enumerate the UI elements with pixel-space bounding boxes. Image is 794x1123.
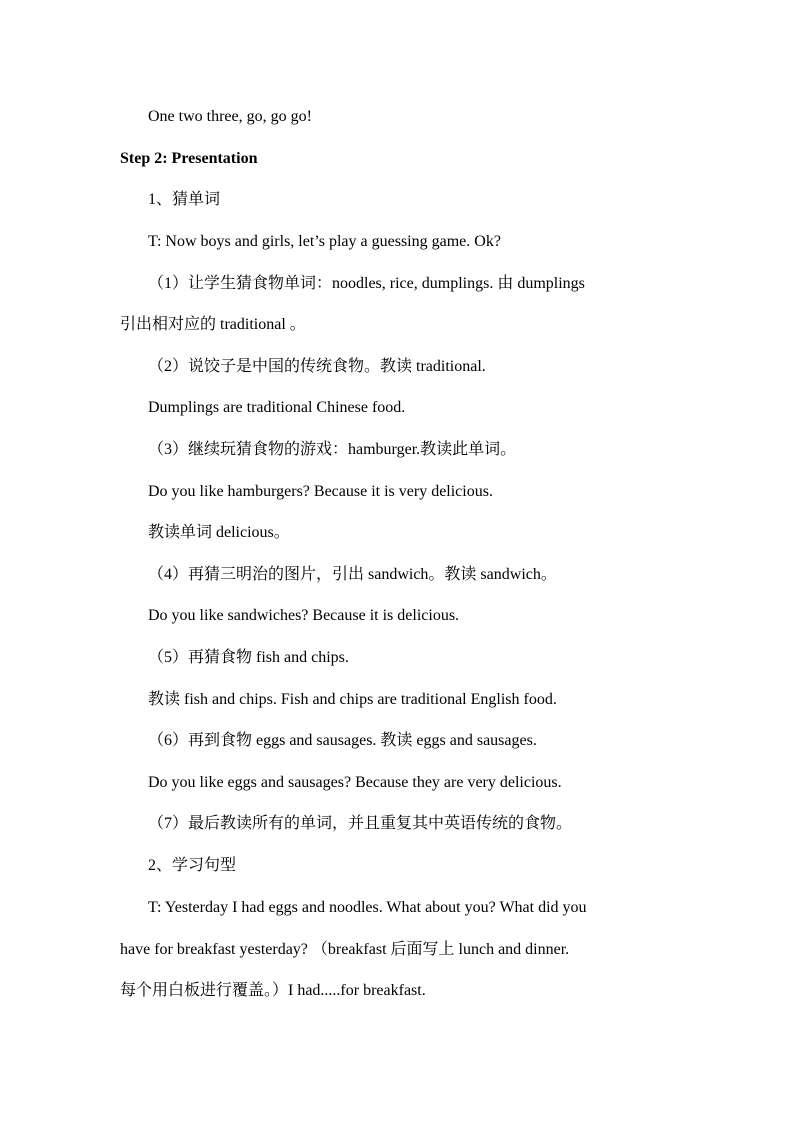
subsection-heading: 2、学习句型: [148, 857, 237, 874]
paragraph-line: 教读单词 delicious。: [148, 524, 290, 541]
paragraph-line: Do you like eggs and sausages? Because they are very delicious.: [148, 774, 562, 791]
subsection-heading: 1、猜单词: [148, 191, 221, 208]
paragraph-line: Dumplings are traditional Chinese food.: [148, 399, 406, 416]
paragraph-line: （6）再到食物 eggs and sausages. 教读 eggs and sausages.: [148, 732, 537, 749]
paragraph-line: （1）让学生猜食物单词：noodles, rice, dumplings. 由 dumplings: [148, 275, 585, 292]
paragraph-line: （4）再猜三明治的图片，引出 sandwich。教读 sandwich。: [148, 566, 557, 583]
paragraph-line: （2）说饺子是中国的传统食物。教读 traditional.: [148, 358, 486, 375]
paragraph-line: 教读 fish and chips. Fish and chips are traditional English food.: [148, 691, 557, 708]
section-heading: Step 2: Presentation: [120, 150, 258, 167]
paragraph-line: Do you like hamburgers? Because it is very delicious.: [148, 483, 493, 500]
paragraph-line: （3）继续玩猜食物的游戏：hamburger.教读此单词。: [148, 441, 517, 458]
paragraph-line: T: Yesterday I had eggs and noodles. What about you? What did you: [148, 899, 587, 916]
paragraph-line: Do you like sandwiches? Because it is delicious.: [148, 607, 460, 624]
paragraph-line: 引出相对应的 traditional 。: [120, 316, 306, 333]
paragraph-line: 每个用白板进行覆盖。）I had.....for breakfast.: [120, 982, 426, 999]
paragraph-line: （5）再猜食物 fish and chips.: [148, 649, 349, 666]
paragraph-line: T: Now boys and girls, let’s play a guessing game. Ok?: [148, 233, 501, 250]
paragraph-line: One two three, go, go go!: [148, 108, 312, 125]
paragraph-line: have for breakfast yesterday? （breakfast 后面写上 lunch and dinner.: [120, 941, 570, 958]
paragraph-line: （7）最后教读所有的单词，并且重复其中英语传统的食物。: [148, 815, 573, 832]
